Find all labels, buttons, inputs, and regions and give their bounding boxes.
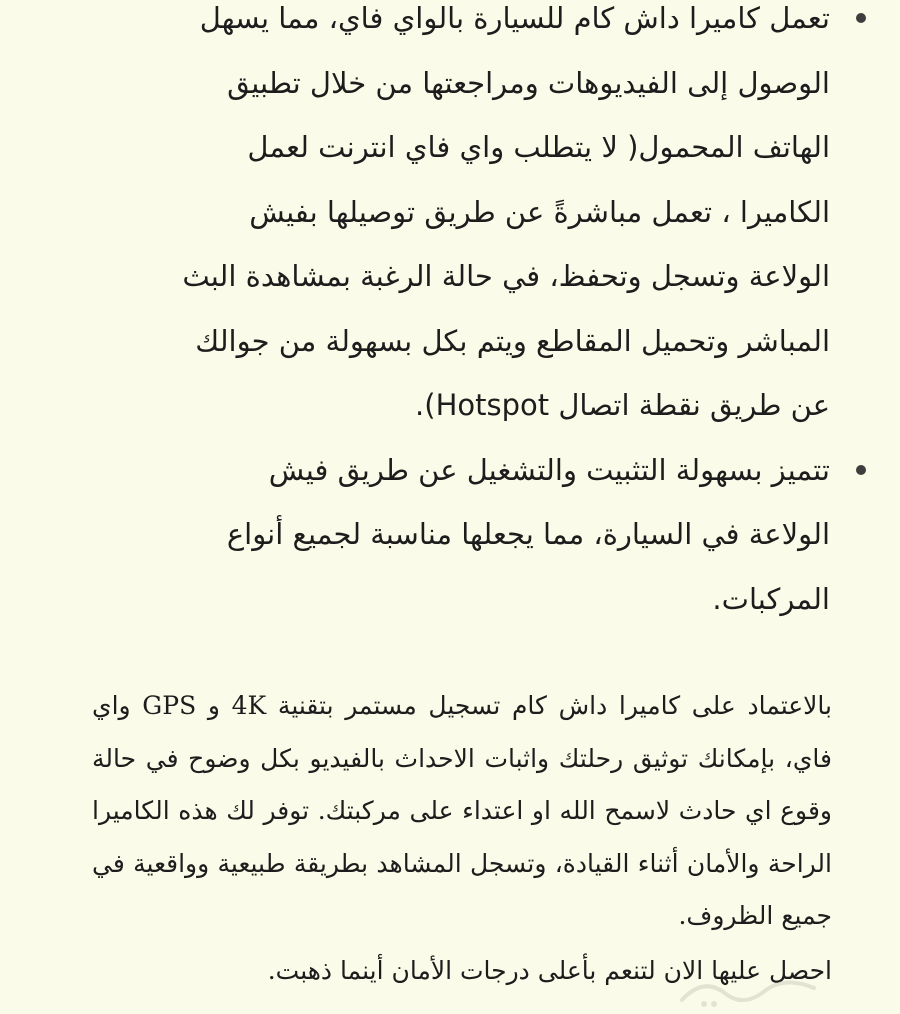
description-paragraph: بالاعتماد على كاميرا داش كام تسجيل مستمر بتقنية 4K و GPS واي فاي، بإمكانك توثيق رحلتك واثبات الاحداث بالفيديو بكل وضوح في حالة وقوع اي حادث لاسمح الله او اعتداء على مركبتك. توفر لك هذه الكاميرا الراحة والأمان أثناء القيادة، وتسجل المشاهد بطريقة طبيعية وواقعية في جميع الظروف. (92, 691, 832, 930)
bullet-icon (856, 13, 866, 23)
list-item (28, 0, 868, 438)
bullet-text: تعمل كاميرا داش كام للسيارة بالواي فاي، مما يسهل الوصول إلى الفيديوهات ومراجعتها من خلال تطبيق الهاتف المحمول( لا يتطلب واي فاي انترنت لعمل الكاميرا ، تعمل مباشرةً عن طريق توصيلها بفيش الولاعة وتسجل وتحفظ، في حالة الرغبة بمشاهدة البث المباشر وتحميل المقاطع ويتم بكل بسهولة من جوالك عن طريق نقطة اتصال Hotspot). (182, 1, 830, 422)
bullet-icon (856, 465, 866, 475)
feature-list (28, 0, 868, 631)
bullet-text: تتميز بسهولة التثبيت والتشغيل عن طريق فيش الولاعة في السيارة، مما يجعلها مناسبة لجميع أنواع المركبات. (226, 452, 830, 616)
closing-line: احصل عليها الان لتنعم بأعلى درجات الأمان أينما ذهبت. (267, 956, 832, 985)
watermark-logo-icon (674, 970, 824, 1010)
list-item (28, 438, 868, 632)
